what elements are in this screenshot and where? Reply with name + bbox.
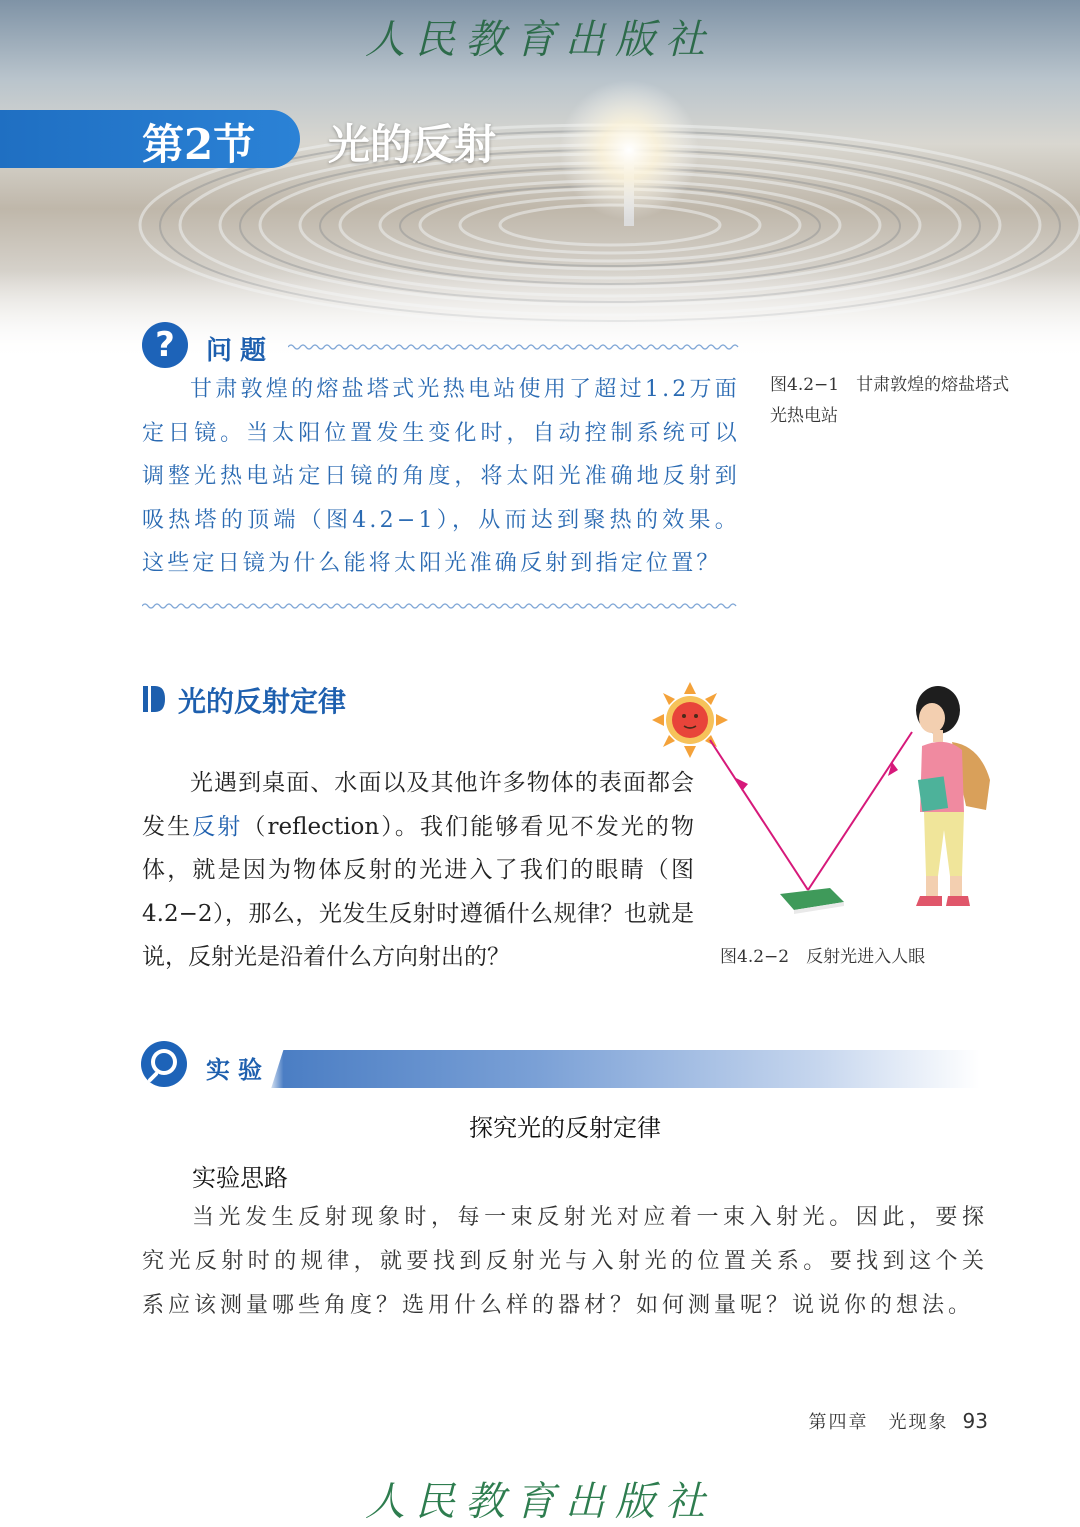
section-title: 光的反射 bbox=[328, 120, 497, 169]
paragraph-text-after: （reflection）。我们能够看见不发光的物体，就是因为物体反射的光进入了我们的眼睛（图4.2−2），那么，光发生反射时遵循什么规律？也就是说，反射光是沿着什么方向射出的？ bbox=[142, 813, 695, 970]
magnifier-icon bbox=[140, 1040, 188, 1088]
figure-4-2-2-illustration bbox=[650, 680, 1010, 930]
reflection-paragraph bbox=[142, 762, 694, 980]
figure-4-2-1-caption: 图4.2−1 甘肃敦煌的熔盐塔式光热电站 bbox=[770, 375, 1010, 426]
girl-figure bbox=[916, 686, 990, 906]
wavy-divider-bottom bbox=[142, 602, 740, 610]
question-text: 甘肃敦煌的熔盐塔式光热电站使用了超过1.2万面定日镜。当太阳位置发生变化时，自动控制系统可以调整光热电站定日镜的角度，将太阳光准确地反射到吸热塔的顶端（图4.2−1），从而达到聚热的效果。这些定日镜为什么能将太阳光准确反射到指定位置？ bbox=[142, 377, 740, 576]
publisher-watermark-bottom: 人民教育出版社 bbox=[365, 1479, 715, 1525]
figure-4-2-2-caption: 图4.2−2 反射光进入人眼 bbox=[720, 947, 926, 967]
chapter-label: 第四章 光现象 bbox=[808, 1412, 949, 1433]
sun-icon bbox=[652, 682, 728, 758]
question-mark-icon: ? bbox=[142, 322, 188, 368]
experiment-subheading: 实验思路 bbox=[192, 1164, 288, 1192]
book-icon bbox=[780, 888, 844, 914]
subsection-title: 光的反射定律 bbox=[178, 685, 347, 718]
experiment-header-bar bbox=[170, 1050, 980, 1088]
term-reflection: 反射 bbox=[192, 813, 243, 840]
page-footer bbox=[809, 1408, 988, 1434]
subsection-marker-icon bbox=[143, 686, 165, 712]
experiment-text: 当光发生反射现象时，每一束反射光对应着一束入射光。因此，要探究光反射时的规律，就要找到反射光与入射光的位置关系。要找到这个关系应该测量哪些角度？选用什么样的器材？如何测量呢？说说你的想法。 bbox=[142, 1205, 988, 1318]
experiment-label: 实验 bbox=[206, 1056, 270, 1084]
section-number: 第2节 bbox=[142, 120, 256, 169]
page-number: 93 bbox=[962, 1409, 988, 1433]
question-label: 问题 bbox=[206, 336, 275, 366]
paragraph-text-before: 光遇到桌面、水面以及其他许多物体的表面都会发生 bbox=[142, 770, 694, 840]
experiment-title: 探究光的反射定律 bbox=[469, 1114, 661, 1142]
wavy-divider-top bbox=[288, 343, 740, 351]
publisher-watermark-top: 人民教育出版社 bbox=[365, 17, 715, 63]
